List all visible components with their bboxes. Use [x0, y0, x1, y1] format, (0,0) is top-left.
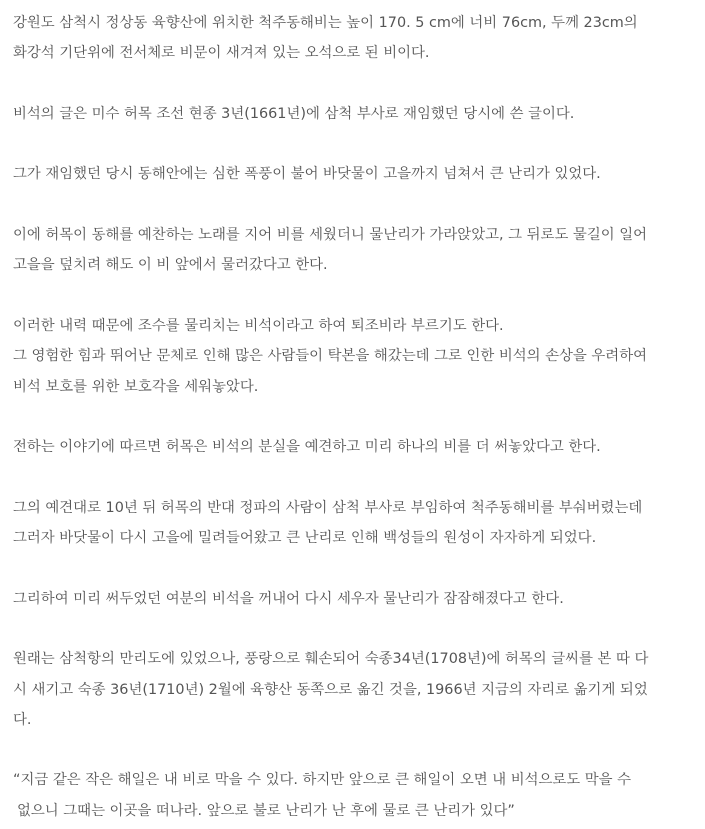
paragraph-storm — [13, 159, 697, 189]
quote-line: “지금 같은 작은 해일은 내 비로 막을 수 있다. 하지만 앞으로 큰 해일이 오면 내 비석으로도 막을 수 — [13, 772, 632, 789]
text-line: 시 새기고 숙종 36년(1710년) 2월에 육향산 동쪽으로 옮긴 것을, 1966년 지금의 자리로 옮기게 되었 — [13, 681, 648, 698]
text-line: 그가 재임했던 당시 동해안에는 심한 폭풍이 불어 바닷물이 고을까지 넘쳐서 큰 난리가 있었다. — [13, 166, 601, 183]
paragraph-monument-description — [13, 8, 697, 69]
paragraph-song-of-east-sea — [13, 220, 697, 281]
paragraph-spacer — [13, 553, 697, 583]
paragraph-spacer — [13, 281, 697, 311]
paragraph-spacer — [13, 69, 697, 99]
paragraph-spacer — [13, 462, 697, 492]
article-body — [13, 8, 697, 826]
paragraph-destruction — [13, 493, 697, 554]
text-line: 전하는 이야기에 따르면 허목은 비석의 분실을 예견하고 미리 하나의 비를 더 써놓았다고 한다. — [13, 439, 601, 456]
text-line: 비석 보호를 위한 보호각을 세워놓았다. — [13, 378, 259, 395]
text-line: 다. — [13, 711, 32, 728]
paragraph-quote — [13, 765, 697, 826]
paragraph-relocation-history — [13, 644, 697, 735]
text-line: 그 영험한 힘과 뛰어난 문체로 인해 많은 사람들이 탁본을 해갔는데 그로 인한 비석의 손상을 우려하여 — [13, 348, 647, 365]
paragraph-spacer — [13, 735, 697, 765]
text-line: 원래는 삼척항의 만리도에 있었으나, 풍랑으로 훼손되어 숙종34년(1708년)에 허목의 글씨를 본 따 다 — [13, 651, 649, 668]
paragraph-inscription-origin — [13, 99, 697, 129]
text-line: 고을을 덮치려 해도 이 비 앞에서 물러갔다고 한다. — [13, 257, 328, 274]
text-line: 그의 예견대로 10년 뒤 허목의 반대 정파의 사람이 삼척 부사로 부임하여 척주동해비를 부숴버렸는데 — [13, 499, 643, 516]
text-line: 그러자 바닷물이 다시 고을에 밀려들어왔고 큰 난리로 인해 백성들의 원성이 자자하게 되었다. — [13, 530, 597, 547]
paragraph-restoration — [13, 584, 697, 614]
paragraph-spacer — [13, 614, 697, 644]
quote-line: 없으니 그때는 이곳을 떠나라. 앞으로 불로 난리가 난 후에 물로 큰 난리가 있다” — [17, 802, 515, 819]
paragraph-spacer — [13, 190, 697, 220]
paragraph-spacer — [13, 129, 697, 159]
text-line: 화강석 기단위에 전서체로 비문이 새겨져 있는 오석으로 된 비이다. — [13, 45, 430, 62]
text-line: 그리하여 미리 써두었던 여분의 비석을 꺼내어 다시 세우자 물난리가 잠잠해졌다고 한다. — [13, 590, 564, 607]
paragraph-spacer — [13, 402, 697, 432]
text-line: 강원도 삼척시 정상동 육향산에 위치한 척주동해비는 높이 170. 5 cm에 너비 76cm, 두께 23cm의 — [13, 15, 638, 31]
text-line: 이에 허목이 동해를 예찬하는 노래를 지어 비를 세웠더니 물난리가 가라앉았고, 그 뒤로도 물길이 일어 — [13, 227, 647, 244]
paragraph-spare-stone — [13, 432, 697, 462]
paragraph-tide-repelling-stone — [13, 311, 697, 402]
text-line: 이러한 내력 때문에 조수를 물리치는 비석이라고 하여 퇴조비라 부르기도 한다. — [13, 317, 504, 334]
text-line: 비석의 글은 미수 허목 조선 현종 3년(1661년)에 삼척 부사로 재임했던 당시에 쓴 글이다. — [13, 105, 575, 122]
